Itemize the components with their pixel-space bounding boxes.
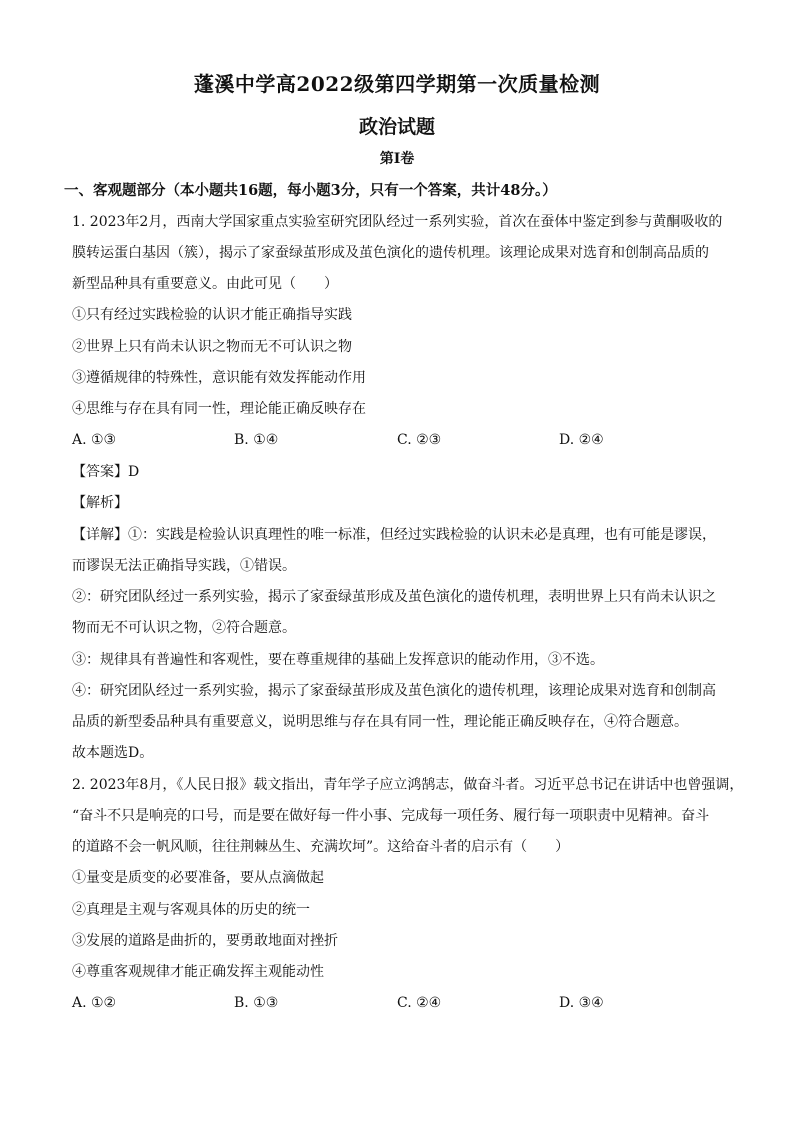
q1-item-3: ③遵循规律的特殊性，意识能有效发挥能动作用 [72, 370, 366, 386]
q1-detail-line-8: 故本题选D。 [72, 745, 154, 761]
q2-option-a: A. ①② [72, 995, 117, 1011]
q1-detail-line-5: ③：规律具有普遍性和客观性，要在尊重规律的基础上发挥意识的能动作用，③不选。 [72, 652, 604, 668]
q2-option-c: C. ②④ [397, 995, 442, 1011]
q2-item-1: ①量变是质变的必要准备，要从点滴做起 [72, 870, 324, 886]
q1-detail-line-6: ④：研究团队经过一系列实验，揭示了家蚕绿茧形成及茧色演化的遗传机理，该理论成果对选育和创制高 [72, 683, 716, 699]
q1-option-d: D. ②④ [559, 432, 604, 448]
q1-item-4: ④思维与存在具有同一性，理论能正确反映存在 [72, 401, 366, 417]
q1-item-1: ①只有经过实践检验的认识才能正确指导实践 [72, 307, 352, 323]
q2-option-b: B. ①③ [234, 995, 279, 1011]
volume-title: 第Ⅰ卷 [379, 151, 415, 167]
q1-item-2: ②世界上只有尚未认识之物而无不可认识之物 [72, 339, 352, 355]
q1-detail-line-3: ②：研究团队经过一系列实验，揭示了家蚕绿茧形成及茧色演化的遗传机理，表明世界上只有尚未认识之 [72, 589, 716, 605]
q2-item-3: ③发展的道路是曲折的，要勇敢地面对挫折 [72, 933, 338, 949]
q1-option-c: C. ②③ [397, 432, 442, 448]
q1-detail-line-4: 物而无不可认识之物，②符合题意。 [72, 620, 296, 636]
section-heading: 一、客观题部分（本小题共16题，每小题3分，只有一个答案，共计48分。） [64, 182, 557, 199]
q1-stem-line-1: 1. 2023年2月，西南大学国家重点实验室研究团队经过一系列实验，首次在蚕体中鉴定到参与黄酮吸收的 [72, 214, 723, 230]
q2-item-4: ④尊重客观规律才能正确发挥主观能动性 [72, 964, 324, 980]
q2-stem-line-1: 2. 2023年8月，《人民日报》载文指出，青年学子应立鸿鹄志，做奋斗者。习近平总书记在讲话中也曾强调， [72, 777, 744, 793]
exam-title: 蓬溪中学高2022级第四学期第一次质量检测 [193, 72, 601, 96]
q1-stem-line-3: 新型品种具有重要意义。由此可见（ ） [72, 276, 338, 292]
q1-option-a: A. ①③ [72, 432, 117, 448]
q1-analysis-label: 【解析】 [72, 495, 128, 511]
q2-item-2: ②真理是主观与客观具体的历史的统一 [72, 902, 310, 918]
q1-stem-line-2: 膜转运蛋白基因（簇），揭示了家蚕绿茧形成及茧色演化的遗传机理。该理论成果对选育和创制高品质的 [72, 245, 709, 261]
q2-stem-line-2: “奋斗不只是响亮的口号，而是要在做好每一件小事、完成每一项任务、履行每一项职责中见精神。奋斗 [72, 808, 710, 824]
q1-detail-line-1: 【详解】①：实践是检验认识真理性的唯一标准，但经过实践检验的认识未必是真理，也有可能是谬误， [72, 527, 716, 543]
q1-detail-line-7: 品质的新型委品种具有重要意义，说明思维与存在具有同一性，理论能正确反映存在，④符合题意。 [72, 714, 688, 730]
q2-option-d: D. ③④ [559, 995, 604, 1011]
q1-detail-line-2: 而谬误无法正确指导实践，①错误。 [72, 558, 296, 574]
q1-answer: 【答案】D [72, 464, 140, 480]
subject-title: 政治试题 [358, 116, 435, 138]
q2-stem-line-3: 的道路不会一帆风顺，往往荆棘丛生、充满坎坷”。这给奋斗者的启示有（ ） [72, 839, 570, 855]
q1-option-b: B. ①④ [234, 432, 279, 448]
